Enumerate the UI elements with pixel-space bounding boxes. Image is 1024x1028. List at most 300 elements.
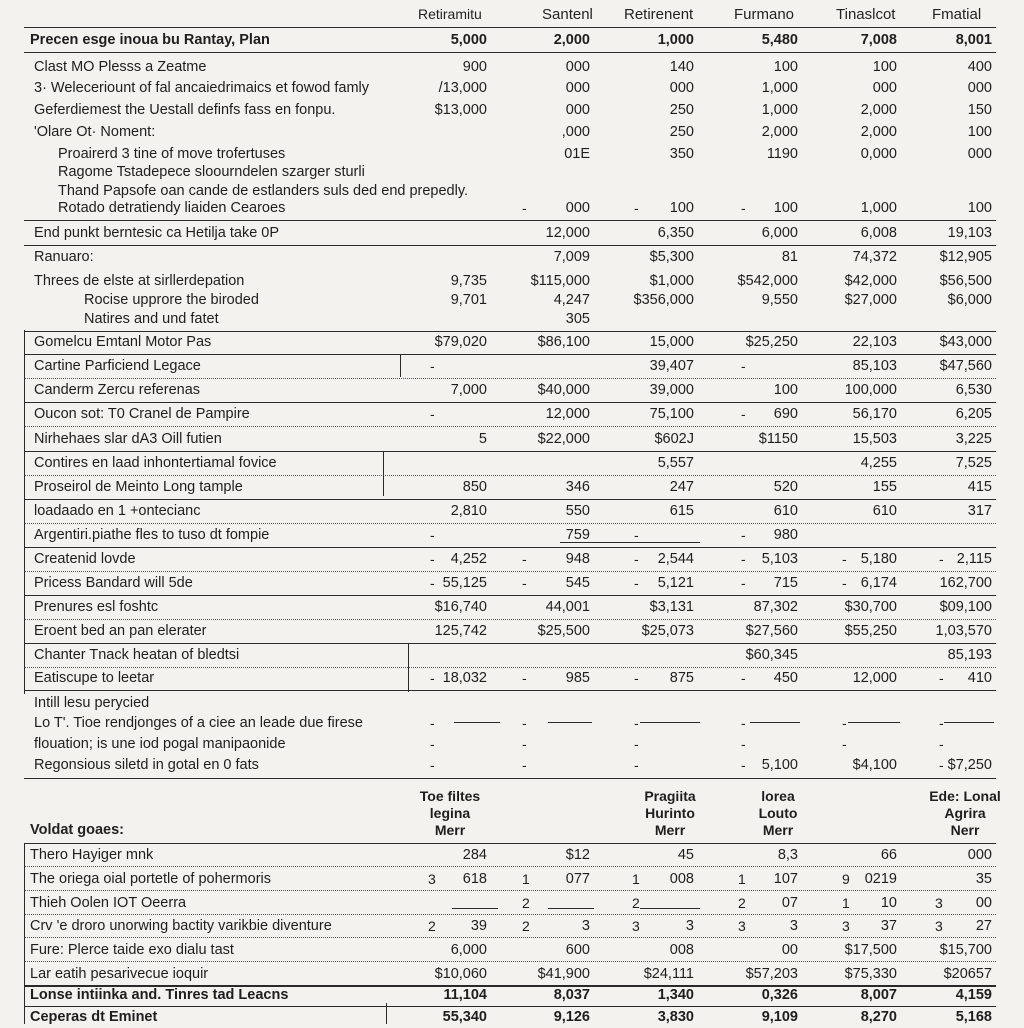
cell-value: 45 [677,847,694,863]
cell-value: 077 [565,871,590,887]
cell-value: 56,170 [852,406,897,422]
cell-value: 37 [880,918,897,934]
index-mark: 2 [428,918,436,934]
dash-mark: - [741,551,746,567]
row-label: Eatiscupe to leetar [34,670,155,686]
row-label: Pricess Bandard will 5de [34,575,193,591]
row-label: Geferdiemest the Uestall definfs fass en fonpu. [34,102,336,118]
cell-value: 00 [975,895,992,911]
cell-value: $55,250 [844,623,897,639]
cell-value: $10,060 [434,966,487,982]
cell-value: 7,525 [955,455,992,471]
table-row [24,56,996,78]
blank-rule [452,908,498,909]
row-label: Lonse intiinka and. Tinres tad Leacns [30,987,289,1003]
cell-value: 15,503 [852,431,897,447]
cell-value: 3,225 [955,431,992,447]
cell-value: $30,700 [844,599,897,615]
left-rule-2 [383,452,384,496]
cell-value: 22,103 [852,334,897,350]
cell-value: 875 [669,670,694,686]
cell-value: 155 [872,479,897,495]
row-label: Eroent bed an pan elerater [34,623,207,639]
cell-value: $25,500 [537,623,590,639]
cell-value: 415 [967,479,992,495]
cell-value: 850 [462,479,487,495]
cell-value: 1190 [766,146,798,162]
header-rule [24,27,996,28]
cell-value: $17,500 [844,942,897,958]
dash-mark: - [634,527,639,543]
cell-value: $12,905 [939,249,992,265]
row-label: loadaado en 1 +ontecianc [34,503,201,519]
cell-value: 6,000 [450,942,487,958]
cell-value: 39,000 [649,382,694,398]
table-row [24,29,996,51]
cell-value: 5,121 [657,575,694,591]
cell-value: 3,830 [657,1009,694,1025]
cell-value: $20657 [943,966,992,982]
cell-value: 948 [565,551,590,567]
cell-value: 5,103 [761,551,798,567]
row-label: Threes de elste at sirllerdepation [34,273,245,289]
cell-value: 000 [669,80,694,96]
cell-value: 85,193 [947,647,992,663]
cell-value: $356,000 [633,292,694,308]
cell-value: 35 [975,871,992,887]
cell-value: 9,109 [761,1009,798,1025]
dash-mark: - [430,358,435,374]
cell-value: 0219 [864,871,897,887]
index-mark: 2 [522,918,530,934]
table-row [24,331,996,353]
cell-value: $27,000 [844,292,897,308]
table-row [24,428,996,450]
cell-value: 11,104 [443,987,487,1003]
cell-value: 980 [773,527,798,543]
table-row [24,452,996,474]
dash-mark: - [522,575,527,591]
dash-mark: - [741,200,746,216]
table-row [24,379,996,401]
cell-value: 9,735 [450,273,487,289]
dash-mark: - [939,551,944,567]
cell-value: 100 [967,124,992,140]
table-row [24,121,996,143]
row-label: Thieh Oolen IOT Oeerra [30,895,187,911]
row-rule [24,426,996,427]
cell-value: 250 [669,124,694,140]
table-row [24,572,996,594]
dash-mark: - [634,715,639,731]
cell-value: 6,205 [955,406,992,422]
summary-row [24,984,996,1006]
cell-value: 2,000 [761,124,798,140]
cell-value: 400 [967,59,992,75]
cell-value: 12,000 [545,225,590,241]
cell-value: 550 [565,503,590,519]
cell-value: 247 [669,479,694,495]
cell-value: 000 [565,102,590,118]
index-mark: 1 [522,871,530,887]
dash-mark: - [522,715,527,731]
cell-value: 000 [967,146,992,162]
cell-value: 5,000 [450,32,487,48]
row-label: 'Olare Ot· Noment: [34,124,156,140]
index-mark: 2 [522,895,530,911]
cell-value: 00 [781,942,798,958]
cell-value: 0,000 [860,146,897,162]
row-label: Ranuaro: [34,249,94,265]
cell-value: $60,345 [745,647,798,663]
cell-value: 4,159 [955,987,992,1003]
left-rule-5 [24,843,25,1024]
cell-value: 008 [669,942,694,958]
cell-value: 000 [967,847,992,863]
cell-value: 4,247 [553,292,590,308]
cell-value: 410 [967,670,992,686]
cell-value: $1,000 [649,273,694,289]
cell-value: 3 [789,918,798,934]
cell-value: $25,250 [745,334,798,350]
dash-mark: - [634,200,639,216]
cell-value: $41,900 [537,966,590,982]
cell-value: 900 [462,59,487,75]
column-header-6: Fmatial [932,6,982,23]
blank-rule [300,402,370,403]
table-row [24,197,996,219]
index-mark: 1 [842,895,850,911]
cell-value: 107 [773,871,798,887]
cell-value: 2,115 [956,551,992,567]
cell-value: 8,007 [860,987,897,1003]
dash-mark: - [842,575,847,591]
left-rule-3 [400,355,401,377]
dash-mark: - [842,551,847,567]
blank-rule [848,722,900,723]
dash-mark: - [741,527,746,543]
dash-mark: - [741,670,746,686]
index-mark: 2 [632,895,640,911]
cell-value: $47,560 [939,358,992,374]
cell-value: $13,000 [434,102,487,118]
row-rule [24,866,996,867]
cell-value: 690 [773,406,798,422]
cell-value: 100 [669,200,694,216]
cell-value: 2,000 [553,32,590,48]
cell-value: $25,073 [641,623,694,639]
cell-value: 350 [669,146,694,162]
row-label: Natires and und fatet [84,311,219,327]
blank-rule [944,722,994,723]
table-row [24,524,996,546]
cell-value: $09,100 [939,599,992,615]
cell-value: $16,740 [434,599,487,615]
cell-value: 9,550 [761,292,798,308]
cell-value: 6,530 [955,382,992,398]
cell-value: 10 [880,895,897,911]
summary-row [24,915,996,937]
row-label: Thand Papsofe oan cande de estlanders suls ded end prepedly. [58,183,469,199]
section2-header-4: Ede: Lonal Agrira Nerr [929,788,1001,838]
row-label: Argentiri.piathe fles to tuso dt fompie [34,527,270,543]
cell-value: 5,100 [761,757,798,773]
cell-value: 100,000 [844,382,897,398]
dash-mark: - [634,757,639,773]
cell-value: 75,100 [649,406,694,422]
dash-mark: - [634,736,639,752]
cell-value: 8,001 [955,32,992,48]
cell-value: 3 [581,918,590,934]
cell-value: 000 [565,59,590,75]
section2-header-1: Toe filtes legina Merr [419,788,481,838]
cell-value: 305 [565,311,590,327]
cell-value: 985 [565,670,590,686]
cell-value: 100 [872,59,897,75]
dash-mark: - [634,575,639,591]
row-label: Contires en laad inhontertiamal fovice [34,455,277,471]
cell-value: 317 [967,503,992,519]
table-row [24,644,996,666]
row-label: Rocise upprore the biroded [84,292,259,308]
index-mark: 3 [632,918,640,934]
dash-mark: - [430,551,435,567]
cell-value: 15,000 [649,334,694,350]
index-mark: 1 [738,871,746,887]
row-label: Lo T'. Tioe rendjonges of a ciee an leade due firese [34,715,363,731]
row-label: Crv 'e droro unorwing bactity varikbie diventure [30,918,332,934]
dash-mark: - [741,358,746,374]
table-row [24,99,996,121]
cell-value: 6,350 [657,225,694,241]
cell-value: $22,000 [537,431,590,447]
table-row [24,476,996,498]
cell-value: 87,302 [753,599,798,615]
cell-value: 600 [565,942,590,958]
index-mark: 3 [738,918,746,934]
cell-value: 520 [773,479,798,495]
column-header-4: Furmano [734,6,795,23]
cell-value: $40,000 [537,382,590,398]
dash-mark: - [939,757,944,773]
cell-value: 000 [967,80,992,96]
cell-value: 85,103 [852,358,897,374]
cell-value: 18,032 [442,670,487,686]
dash-mark: - [522,551,527,567]
table-row [24,308,996,330]
cell-value: $15,700 [939,942,992,958]
cell-value: 4,255 [860,455,897,471]
blank-rule [640,908,700,909]
row-rule [24,937,996,938]
row-label: Rotado detratiendy liaiden Cearoes [58,200,286,216]
cell-value: 000 [565,200,590,216]
dash-mark: - [522,736,527,752]
summary-row [24,892,996,914]
cell-value: 2,000 [860,102,897,118]
section2-header-2: Pragiita Hurinto Merr [644,788,696,838]
index-mark: 3 [935,918,943,934]
cell-value: $24,111 [643,966,694,982]
cell-value: 66 [880,847,897,863]
dash-mark: - [741,715,746,731]
cell-value: 7,000 [450,382,487,398]
cell-value: 2,000 [860,124,897,140]
cell-value: 01E [564,146,590,162]
summary-row [24,963,996,985]
cell-value: 545 [565,575,590,591]
table-row [24,692,996,714]
cell-value: $7,250 [947,757,992,773]
dash-mark: - [634,670,639,686]
cell-value: 000 [872,80,897,96]
cell-value: 1,03,570 [935,623,992,639]
cell-value: 55,340 [442,1009,487,1025]
row-label: Cartine Parficiend Legace [34,358,201,374]
column-header-2: Santenl [542,6,593,23]
row-label: flouation; is une iod pogal manipaonide [34,736,286,752]
cell-value: 162,700 [939,575,992,591]
column-header-3: Retirenent [624,6,694,23]
row-label: Clast MO Plesss a Zeatme [34,59,207,75]
cell-value: 8,037 [553,987,590,1003]
row-label: Intill lesu perycied [34,695,150,711]
dash-mark: - [842,715,847,731]
cell-value: 1,000 [657,32,694,48]
dash-mark: - [741,736,746,752]
section1-bottom-rule [24,778,996,779]
cell-value: 3 [685,918,694,934]
row-label: Lar eatih pesarivecue ioquir [30,966,209,982]
cell-value: 7,008 [860,32,897,48]
cell-value: /13,000 [438,80,487,96]
cell-value: $5,300 [649,249,694,265]
cell-value: $6,000 [947,292,992,308]
cell-value: $86,100 [537,334,590,350]
index-mark: 3 [935,895,943,911]
blank-rule [548,908,594,909]
cell-value: $602J [654,431,694,447]
table-row [24,733,996,755]
dash-mark: - [430,757,435,773]
table-row [24,222,996,244]
cell-value: $56,500 [939,273,992,289]
cell-value: 8,3 [777,847,798,863]
cell-value: 610 [872,503,897,519]
cell-value: 615 [669,503,694,519]
cell-value: $4,100 [852,757,897,773]
summary-row [24,1006,996,1028]
cell-value: 1,000 [860,200,897,216]
cell-value: 1,000 [761,80,798,96]
cell-value: 81 [781,249,798,265]
row-label: 3· Weleceriount of fal ancaiedrimaics et fowod famly [34,80,369,96]
table-row [24,77,996,99]
cell-value: 44,001 [545,599,590,615]
cell-value: 8,270 [860,1009,897,1025]
cell-value: 759 [565,527,590,543]
row-label: Gomelcu Emtanl Motor Pas [34,334,212,350]
cell-value: 39 [470,918,487,934]
row-label: Proairerd 3 tine of move trofertuses [58,146,286,162]
cell-value: 450 [773,670,798,686]
row-rule [24,52,996,53]
index-mark: 3 [842,918,850,934]
cell-value: 9,126 [553,1009,590,1025]
row-label: Proseirol de Meinto Long tample [34,479,243,495]
cell-value: $542,000 [737,273,798,289]
cell-value: 000 [565,80,590,96]
cell-value: 125,742 [434,623,487,639]
row-label: Thero Hayiger mnk [30,847,154,863]
dash-mark: - [741,575,746,591]
cell-value: 12,000 [852,670,897,686]
section2-header-3: lorea Louto Merr [758,788,798,838]
dash-mark: - [939,736,944,752]
cell-value: $57,203 [745,966,798,982]
cell-value: $1150 [758,431,798,447]
row-label: The oriega oial portetle of pohermoris [30,871,271,887]
dash-mark: - [430,715,435,731]
cell-value: 250 [669,102,694,118]
blank-rule [640,722,700,723]
dash-mark: - [634,551,639,567]
dash-mark: - [430,575,435,591]
row-rule [24,690,996,691]
cell-value: 27 [975,918,992,934]
cell-value: 150 [967,102,992,118]
cell-value: 100 [967,200,992,216]
table-row [24,246,996,268]
table-row [24,754,996,776]
cell-value: 140 [669,59,694,75]
dash-mark: - [430,736,435,752]
cell-value: 100 [773,59,798,75]
cell-value: 5,557 [657,455,694,471]
row-label: Prenures esl foshtc [34,599,159,615]
row-rule [24,220,996,221]
table-row [24,620,996,642]
row-label: Nirhehaes slar dA3 Oill futien [34,431,222,447]
index-mark: 1 [632,871,640,887]
cell-value: $115,000 [530,273,590,289]
summary-row [24,939,996,961]
cell-value: 100 [773,200,798,216]
row-label: Precen esge inoua bu Rantay, Plan [30,32,270,48]
row-rule [24,961,996,962]
cell-value: 07 [781,895,798,911]
blank-rule [454,722,500,723]
section2-title: Voldat goaes: [30,822,124,838]
cell-value: 284 [462,847,487,863]
row-label: Canderm Zercu referenas [34,382,201,398]
cell-value: 4,252 [450,551,487,567]
dash-mark: - [522,757,527,773]
left-rule-4 [408,644,409,692]
column-header-5: Tinaslcot [836,6,896,23]
dash-mark: - [430,527,435,543]
row-label: Ceperas dt Eminet [30,1009,158,1025]
blank-rule [750,722,800,723]
cell-value: 2,544 [657,551,694,567]
cell-value: $12 [565,847,590,863]
row-label: Oucon sot: T0 Cranel de Pampire [34,406,250,422]
dash-mark: - [430,406,435,422]
column-header-1: Retiramitu [418,6,482,22]
cell-value: $75,330 [844,966,897,982]
row-label: Ragome Tstadepece sloourndelen szarger sturli [58,164,365,180]
cell-value: 39,407 [649,358,694,374]
